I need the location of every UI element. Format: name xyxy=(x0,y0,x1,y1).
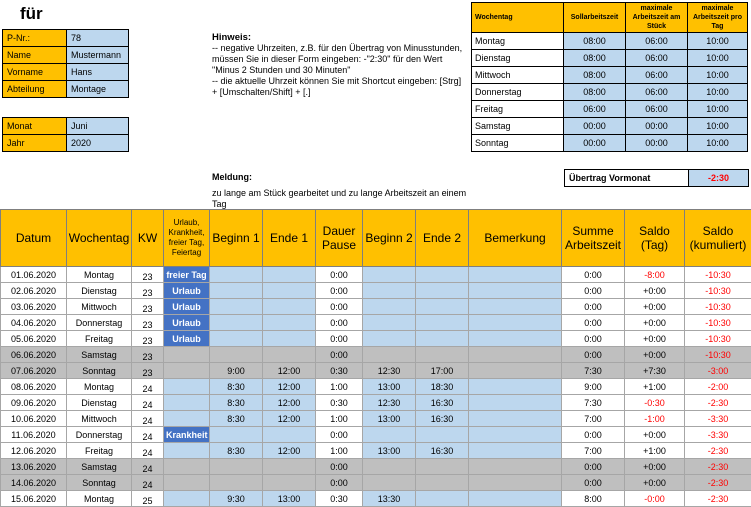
cell-tag: Sonntag xyxy=(67,475,132,491)
cell-pause: 0:30 xyxy=(316,395,363,411)
sheet-title: für xyxy=(20,4,43,24)
column-header: Summe Arbeitszeit xyxy=(562,210,625,267)
cell-b1[interactable]: 9:00 xyxy=(210,363,263,379)
cell-e1[interactable] xyxy=(263,283,316,299)
cell-summe: 8:00 xyxy=(562,491,625,507)
cell-e1[interactable]: 12:00 xyxy=(263,395,316,411)
weekday-header-cell: Wochentag xyxy=(472,3,564,33)
cell-e2[interactable] xyxy=(416,475,469,491)
table-row xyxy=(1,411,751,427)
cell-tag: Dienstag xyxy=(67,395,132,411)
cell-summe: 0:00 xyxy=(562,331,625,347)
cell-kum: -3:30 xyxy=(685,427,751,443)
weekday-header-cell: Sollarbeitszeit xyxy=(564,3,626,33)
weekday-header-row xyxy=(472,3,748,33)
weekday-row xyxy=(472,67,748,84)
cell-tag: Samstag xyxy=(67,347,132,363)
employee-label: Vorname xyxy=(3,64,67,81)
weekday-time-cell[interactable]: 10:00 xyxy=(688,67,748,84)
cell-kum: -10:30 xyxy=(685,331,751,347)
cell-b1[interactable] xyxy=(210,331,263,347)
cell-b1[interactable] xyxy=(210,299,263,315)
cell-tag: Donnerstag xyxy=(67,315,132,331)
cell-b2[interactable] xyxy=(363,299,416,315)
employee-label: Name xyxy=(3,47,67,64)
cell-e2[interactable]: 16:30 xyxy=(416,411,469,427)
cell-datum: 05.06.2020 xyxy=(1,331,67,347)
cell-kw: 23 xyxy=(132,331,164,347)
cell-e1[interactable]: 12:00 xyxy=(263,363,316,379)
cell-b2[interactable] xyxy=(363,475,416,491)
cell-absence[interactable] xyxy=(164,395,210,411)
cell-absence[interactable] xyxy=(164,443,210,459)
cell-kum: -10:30 xyxy=(685,267,751,283)
cell-e2[interactable] xyxy=(416,459,469,475)
table-row xyxy=(1,331,751,347)
cell-e2[interactable] xyxy=(416,491,469,507)
cell-datum: 02.06.2020 xyxy=(1,283,67,299)
cell-kum: -3:30 xyxy=(685,411,751,427)
cell-b1[interactable]: 8:30 xyxy=(210,395,263,411)
cell-bem[interactable] xyxy=(469,459,562,475)
cell-saldo: +0:00 xyxy=(625,347,685,363)
weekday-time-cell[interactable]: 06:00 xyxy=(626,84,688,101)
cell-summe: 7:30 xyxy=(562,363,625,379)
cell-pause: 0:30 xyxy=(316,363,363,379)
cell-tag: Donnerstag xyxy=(67,427,132,443)
column-header: Beginn 2 xyxy=(363,210,416,267)
period-value[interactable]: 2020 xyxy=(67,135,129,152)
cell-kw: 24 xyxy=(132,427,164,443)
cell-b2[interactable]: 13:30 xyxy=(363,491,416,507)
cell-e2[interactable] xyxy=(416,427,469,443)
weekday-time-cell[interactable]: 00:00 xyxy=(564,135,626,152)
cell-b2[interactable] xyxy=(363,267,416,283)
cell-saldo: +1:00 xyxy=(625,443,685,459)
cell-kum: -2:00 xyxy=(685,379,751,395)
weekday-name: Donnerstag xyxy=(472,84,564,101)
cell-absence[interactable] xyxy=(164,363,210,379)
cell-b2[interactable]: 13:00 xyxy=(363,443,416,459)
cell-pause: 1:00 xyxy=(316,443,363,459)
cell-summe: 0:00 xyxy=(562,459,625,475)
weekday-time-cell[interactable]: 06:00 xyxy=(626,67,688,84)
cell-saldo: +0:00 xyxy=(625,315,685,331)
cell-datum: 12.06.2020 xyxy=(1,443,67,459)
cell-b1[interactable]: 9:30 xyxy=(210,491,263,507)
weekday-time-cell[interactable]: 06:00 xyxy=(626,33,688,50)
cell-summe: 9:00 xyxy=(562,379,625,395)
cell-tag: Mittwoch xyxy=(67,299,132,315)
message-box xyxy=(212,172,472,210)
cell-pause: 0:00 xyxy=(316,347,363,363)
column-header: Wochentag xyxy=(67,210,132,267)
cell-saldo: +0:00 xyxy=(625,427,685,443)
weekday-time-cell[interactable]: 00:00 xyxy=(626,118,688,135)
cell-saldo: -0:00 xyxy=(625,491,685,507)
cell-tag: Montag xyxy=(67,267,132,283)
cell-kum: -3:00 xyxy=(685,363,751,379)
cell-absence[interactable]: Urlaub xyxy=(164,315,210,331)
weekday-header-cell: maximale Arbeitszeit pro Tag xyxy=(688,3,748,33)
cell-tag: Sonntag xyxy=(67,363,132,379)
employee-label: P-Nr.: xyxy=(3,30,67,47)
weekday-time-cell[interactable]: 10:00 xyxy=(688,135,748,152)
table-row xyxy=(1,459,751,475)
hint-box xyxy=(212,32,467,98)
cell-absence[interactable]: Urlaub xyxy=(164,283,210,299)
hint-line-1: -- negative Uhrzeiten, z.B. für den Übertrag von Minusstunden, müssen Sie in dieser Form eingeben: -"2:30" für den Wert "Minus 2 Stunden und 30 Minuten" xyxy=(212,43,467,76)
cell-bem[interactable] xyxy=(469,331,562,347)
cell-tag: Montag xyxy=(67,379,132,395)
cell-b1[interactable]: 8:30 xyxy=(210,443,263,459)
cell-b2[interactable] xyxy=(363,283,416,299)
cell-pause: 0:00 xyxy=(316,427,363,443)
cell-kw: 23 xyxy=(132,283,164,299)
cell-summe: 0:00 xyxy=(562,475,625,491)
employee-row xyxy=(3,81,129,98)
period-label: Jahr xyxy=(3,135,67,152)
cell-saldo: +0:00 xyxy=(625,475,685,491)
cell-e1[interactable] xyxy=(263,347,316,363)
cell-pause: 1:00 xyxy=(316,379,363,395)
cell-b2[interactable] xyxy=(363,347,416,363)
cell-e1[interactable] xyxy=(263,299,316,315)
cell-summe: 0:00 xyxy=(562,267,625,283)
message-heading: Meldung: xyxy=(212,172,472,183)
cell-summe: 0:00 xyxy=(562,299,625,315)
cell-saldo: -0:30 xyxy=(625,395,685,411)
weekday-row xyxy=(472,101,748,118)
cell-pause: 0:00 xyxy=(316,315,363,331)
cell-kw: 23 xyxy=(132,363,164,379)
cell-summe: 0:00 xyxy=(562,283,625,299)
employee-value[interactable]: Mustermann xyxy=(67,47,129,64)
cell-e1[interactable] xyxy=(263,315,316,331)
employee-row xyxy=(3,30,129,47)
weekday-time-cell[interactable]: 10:00 xyxy=(688,84,748,101)
weekday-time-cell[interactable]: 10:00 xyxy=(688,33,748,50)
cell-tag: Samstag xyxy=(67,459,132,475)
cell-bem[interactable] xyxy=(469,443,562,459)
cell-pause: 0:30 xyxy=(316,491,363,507)
cell-e1[interactable] xyxy=(263,475,316,491)
cell-bem[interactable] xyxy=(469,395,562,411)
weekday-row xyxy=(472,84,748,101)
cell-e1[interactable]: 13:00 xyxy=(263,491,316,507)
cell-b1[interactable] xyxy=(210,315,263,331)
cell-e2[interactable] xyxy=(416,283,469,299)
cell-e2[interactable]: 16:30 xyxy=(416,443,469,459)
cell-e2[interactable] xyxy=(416,299,469,315)
hint-line-2: -- die aktuelle Uhrzeit können Sie mit Shortcut eingeben: [Strg] + [Umschalten/Shift] + [.] xyxy=(212,76,467,98)
cell-kum: -2:30 xyxy=(685,443,751,459)
weekday-name: Sonntag xyxy=(472,135,564,152)
cell-kum: -2:30 xyxy=(685,491,751,507)
cell-saldo: +7:30 xyxy=(625,363,685,379)
weekday-time-cell[interactable]: 10:00 xyxy=(688,118,748,135)
cell-saldo: +1:00 xyxy=(625,379,685,395)
period-label: Monat xyxy=(3,118,67,135)
weekday-time-cell[interactable]: 08:00 xyxy=(564,50,626,67)
cell-b1[interactable] xyxy=(210,475,263,491)
employee-label: Abteilung xyxy=(3,81,67,98)
message-text: zu lange am Stück gearbeitet und zu lange Arbeitszeit an einem Tag xyxy=(212,188,472,210)
table-row xyxy=(1,315,751,331)
cell-kum: -2:30 xyxy=(685,475,751,491)
cell-e1[interactable] xyxy=(263,459,316,475)
weekday-name: Freitag xyxy=(472,101,564,118)
cell-absence[interactable] xyxy=(164,475,210,491)
cell-datum: 04.06.2020 xyxy=(1,315,67,331)
cell-tag: Freitag xyxy=(67,443,132,459)
table-row xyxy=(1,283,751,299)
cell-absence[interactable]: Urlaub xyxy=(164,331,210,347)
table-row xyxy=(1,475,751,491)
weekday-time-cell[interactable]: 10:00 xyxy=(688,101,748,118)
cell-b1[interactable] xyxy=(210,267,263,283)
table-row xyxy=(1,379,751,395)
cell-b1[interactable] xyxy=(210,459,263,475)
cell-e1[interactable]: 12:00 xyxy=(263,379,316,395)
column-header: KW xyxy=(132,210,164,267)
cell-pause: 0:00 xyxy=(316,267,363,283)
weekday-time-cell[interactable]: 10:00 xyxy=(688,50,748,67)
cell-datum: 03.06.2020 xyxy=(1,299,67,315)
cell-bem[interactable] xyxy=(469,427,562,443)
cell-kw: 23 xyxy=(132,315,164,331)
cell-e2[interactable] xyxy=(416,315,469,331)
cell-b2[interactable] xyxy=(363,331,416,347)
cell-b1[interactable] xyxy=(210,283,263,299)
weekday-time-cell[interactable]: 06:00 xyxy=(564,101,626,118)
table-row xyxy=(1,395,751,411)
cell-summe: 7:30 xyxy=(562,395,625,411)
cell-saldo: -8:00 xyxy=(625,267,685,283)
cell-absence[interactable] xyxy=(164,347,210,363)
weekday-row xyxy=(472,135,748,152)
column-header: Ende 1 xyxy=(263,210,316,267)
cell-summe: 0:00 xyxy=(562,427,625,443)
cell-e1[interactable]: 12:00 xyxy=(263,411,316,427)
cell-absence[interactable]: Urlaub xyxy=(164,299,210,315)
cell-saldo: -1:00 xyxy=(625,411,685,427)
cell-absence[interactable] xyxy=(164,459,210,475)
cell-b2[interactable]: 12:30 xyxy=(363,395,416,411)
column-header: Bemerkung xyxy=(469,210,562,267)
cell-bem[interactable] xyxy=(469,379,562,395)
cell-e1[interactable]: 12:00 xyxy=(263,443,316,459)
cell-kw: 24 xyxy=(132,411,164,427)
cell-kw: 25 xyxy=(132,491,164,507)
cell-datum: 08.06.2020 xyxy=(1,379,67,395)
weekday-time-cell[interactable]: 08:00 xyxy=(564,84,626,101)
cell-bem[interactable] xyxy=(469,363,562,379)
employee-row xyxy=(3,47,129,64)
cell-tag: Mittwoch xyxy=(67,411,132,427)
cell-e2[interactable] xyxy=(416,331,469,347)
table-row xyxy=(1,363,751,379)
cell-b2[interactable]: 13:00 xyxy=(363,379,416,395)
weekday-row xyxy=(472,50,748,67)
employee-value[interactable]: Montage xyxy=(67,81,129,98)
cell-pause: 1:00 xyxy=(316,411,363,427)
cell-kum: -2:30 xyxy=(685,459,751,475)
cell-e2[interactable]: 16:30 xyxy=(416,395,469,411)
cell-e2[interactable]: 18:30 xyxy=(416,379,469,395)
cell-summe: 7:00 xyxy=(562,443,625,459)
cell-absence[interactable] xyxy=(164,411,210,427)
cell-bem[interactable] xyxy=(469,283,562,299)
carryover-table xyxy=(564,169,749,187)
column-header: Ende 2 xyxy=(416,210,469,267)
cell-absence[interactable] xyxy=(164,491,210,507)
cell-pause: 0:00 xyxy=(316,459,363,475)
cell-kw: 23 xyxy=(132,347,164,363)
cell-kum: -10:30 xyxy=(685,347,751,363)
weekday-table xyxy=(471,2,748,152)
table-row xyxy=(1,347,751,363)
cell-kw: 24 xyxy=(132,379,164,395)
employee-value[interactable]: Hans xyxy=(67,64,129,81)
cell-absence[interactable]: freier Tag xyxy=(164,267,210,283)
cell-pause: 0:00 xyxy=(316,283,363,299)
timesheet-table xyxy=(0,209,751,507)
table-row xyxy=(1,443,751,459)
cell-e1[interactable] xyxy=(263,267,316,283)
cell-b2[interactable]: 13:00 xyxy=(363,411,416,427)
cell-datum: 15.06.2020 xyxy=(1,491,67,507)
cell-e2[interactable] xyxy=(416,347,469,363)
cell-b2[interactable] xyxy=(363,427,416,443)
cell-saldo: +0:00 xyxy=(625,331,685,347)
employee-info-table xyxy=(2,29,129,98)
cell-bem[interactable] xyxy=(469,491,562,507)
weekday-time-cell[interactable]: 00:00 xyxy=(564,118,626,135)
cell-kw: 24 xyxy=(132,395,164,411)
cell-saldo: +0:00 xyxy=(625,299,685,315)
column-header: Saldo (kumuliert) xyxy=(685,210,751,267)
cell-absence[interactable] xyxy=(164,379,210,395)
column-header: Datum xyxy=(1,210,67,267)
cell-kum: -10:30 xyxy=(685,315,751,331)
cell-pause: 0:00 xyxy=(316,475,363,491)
cell-kw: 24 xyxy=(132,443,164,459)
table-row xyxy=(1,491,751,507)
cell-kw: 23 xyxy=(132,299,164,315)
column-header: Urlaub, Krankheit, freier Tag, Feiertag xyxy=(164,210,210,267)
cell-datum: 07.06.2020 xyxy=(1,363,67,379)
weekday-name: Dienstag xyxy=(472,50,564,67)
cell-summe: 0:00 xyxy=(562,315,625,331)
weekday-row xyxy=(472,33,748,50)
weekday-time-cell[interactable]: 00:00 xyxy=(626,135,688,152)
cell-summe: 7:00 xyxy=(562,411,625,427)
period-table xyxy=(2,117,129,152)
cell-datum: 09.06.2020 xyxy=(1,395,67,411)
cell-e1[interactable] xyxy=(263,427,316,443)
weekday-name: Montag xyxy=(472,33,564,50)
table-row xyxy=(1,299,751,315)
cell-kum: -2:30 xyxy=(685,395,751,411)
column-header: Saldo (Tag) xyxy=(625,210,685,267)
cell-bem[interactable] xyxy=(469,267,562,283)
weekday-time-cell[interactable]: 08:00 xyxy=(564,33,626,50)
cell-saldo: +0:00 xyxy=(625,283,685,299)
cell-datum: 10.06.2020 xyxy=(1,411,67,427)
cell-e1[interactable] xyxy=(263,331,316,347)
cell-pause: 0:00 xyxy=(316,299,363,315)
weekday-name: Samstag xyxy=(472,118,564,135)
employee-value[interactable]: 78 xyxy=(67,30,129,47)
weekday-time-cell[interactable]: 06:00 xyxy=(626,50,688,67)
cell-b2[interactable]: 12:30 xyxy=(363,363,416,379)
cell-summe: 0:00 xyxy=(562,347,625,363)
column-header: Beginn 1 xyxy=(210,210,263,267)
cell-bem[interactable] xyxy=(469,315,562,331)
table-row xyxy=(1,267,751,283)
cell-b2[interactable] xyxy=(363,459,416,475)
weekday-header-cell: maximale Arbeitszeit am Stück xyxy=(626,3,688,33)
carryover-value[interactable]: -2:30 xyxy=(689,170,749,187)
cell-kw: 23 xyxy=(132,267,164,283)
employee-row xyxy=(3,64,129,81)
cell-pause: 0:00 xyxy=(316,331,363,347)
cell-datum: 13.06.2020 xyxy=(1,459,67,475)
cell-e2[interactable]: 17:00 xyxy=(416,363,469,379)
period-row xyxy=(3,118,129,135)
cell-b1[interactable]: 8:30 xyxy=(210,411,263,427)
cell-absence[interactable]: Krankheit xyxy=(164,427,210,443)
cell-b1[interactable] xyxy=(210,347,263,363)
hint-heading: Hinweis: xyxy=(212,32,467,43)
cell-b1[interactable] xyxy=(210,427,263,443)
weekday-name: Mittwoch xyxy=(472,67,564,84)
cell-bem[interactable] xyxy=(469,347,562,363)
cell-kw: 24 xyxy=(132,459,164,475)
period-value[interactable]: Juni xyxy=(67,118,129,135)
cell-datum: 14.06.2020 xyxy=(1,475,67,491)
cell-e2[interactable] xyxy=(416,267,469,283)
cell-tag: Dienstag xyxy=(67,283,132,299)
weekday-row xyxy=(472,118,748,135)
cell-saldo: +0:00 xyxy=(625,459,685,475)
cell-datum: 06.06.2020 xyxy=(1,347,67,363)
cell-b1[interactable]: 8:30 xyxy=(210,379,263,395)
cell-tag: Montag xyxy=(67,491,132,507)
cell-datum: 11.06.2020 xyxy=(1,427,67,443)
cell-bem[interactable] xyxy=(469,475,562,491)
cell-kum: -10:30 xyxy=(685,299,751,315)
table-row xyxy=(1,427,751,443)
cell-tag: Freitag xyxy=(67,331,132,347)
cell-datum: 01.06.2020 xyxy=(1,267,67,283)
column-header: Dauer Pause xyxy=(316,210,363,267)
weekday-time-cell[interactable]: 06:00 xyxy=(626,101,688,118)
cell-bem[interactable] xyxy=(469,299,562,315)
cell-kw: 24 xyxy=(132,475,164,491)
cell-bem[interactable] xyxy=(469,411,562,427)
carryover-label: Übertrag Vormonat xyxy=(565,170,689,187)
period-row xyxy=(3,135,129,152)
cell-b2[interactable] xyxy=(363,315,416,331)
weekday-time-cell[interactable]: 08:00 xyxy=(564,67,626,84)
cell-kum: -10:30 xyxy=(685,283,751,299)
